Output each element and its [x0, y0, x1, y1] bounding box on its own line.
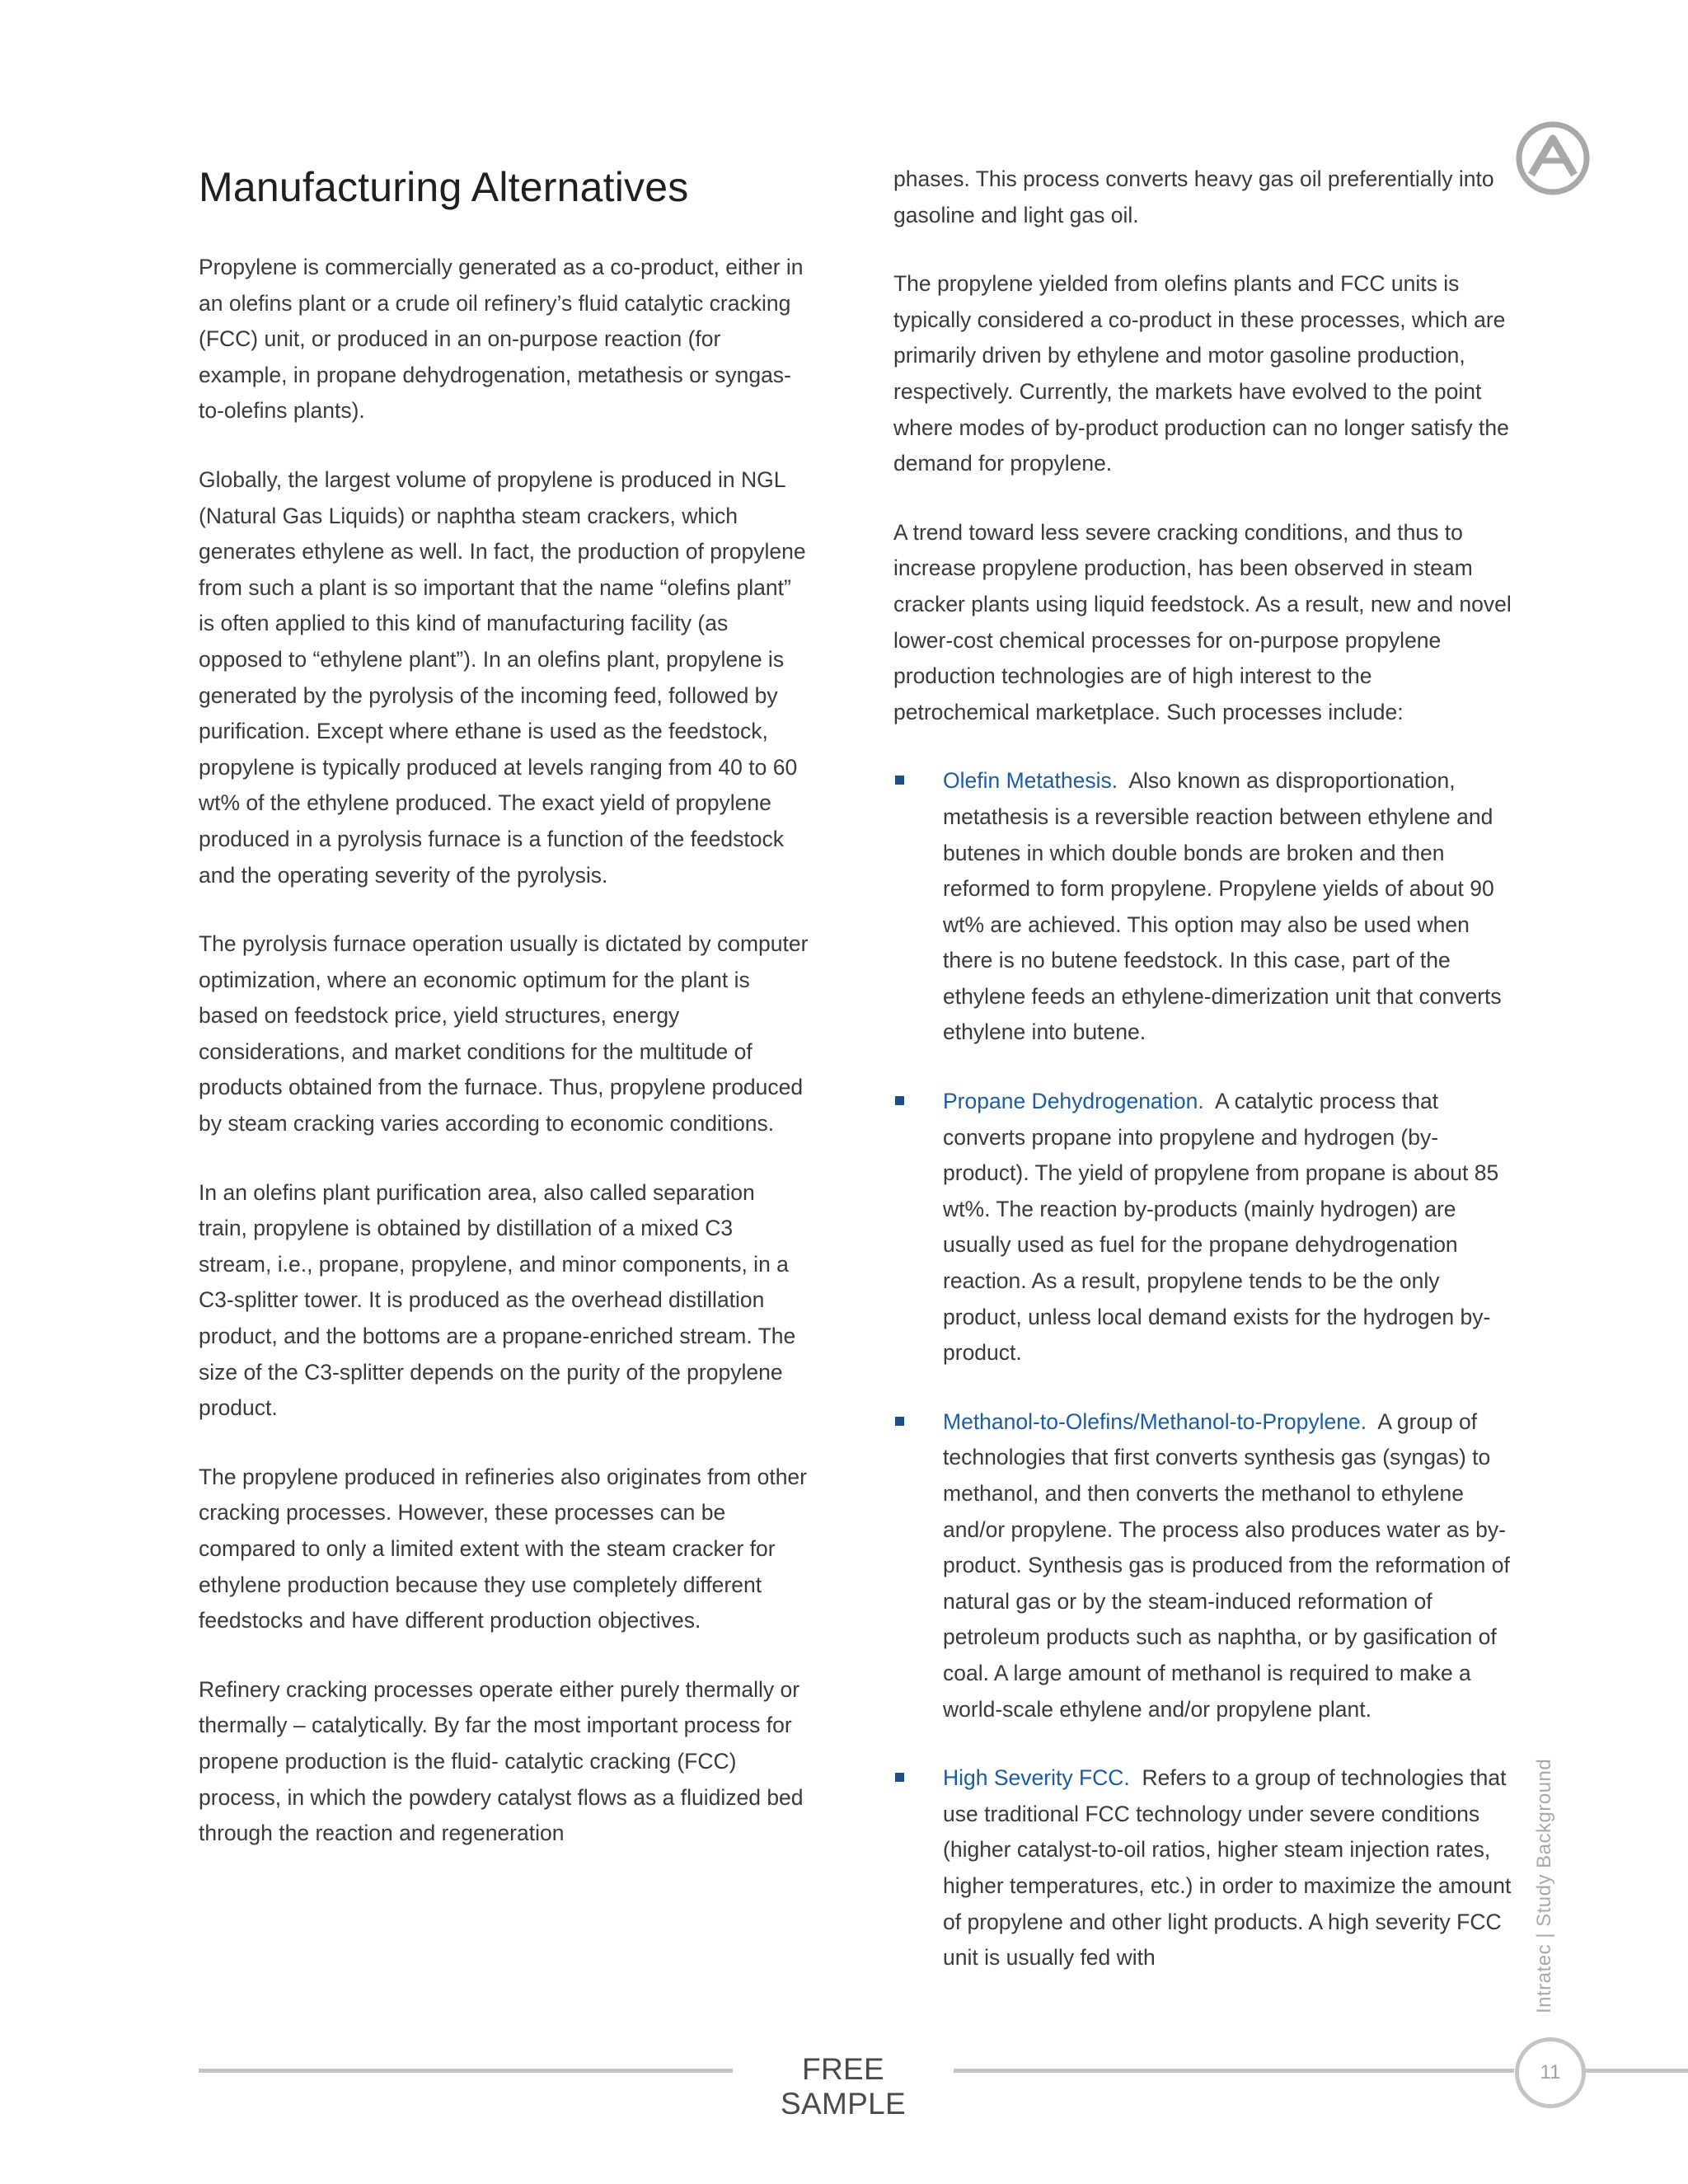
right-column: [893, 162, 1512, 2009]
footer-rule: [954, 2069, 1514, 2073]
left-column: [199, 250, 809, 1885]
body-paragraph: phases. This process converts heavy gas oil preferentially into gasoline and light gas oil.: [893, 166, 1494, 227]
intratec-logo-icon: [1515, 120, 1591, 196]
bullet-text: Refers to a group of technologies that use traditional FCC technology under severe conditions (higher catalyst-to-oil ratios, higher steam injection rates, higher temperatures, etc.) in order to maximize the amount of propylene and other light products. A high severity FCC unit is usually fed with: [943, 1765, 1512, 1971]
body-paragraph: The propylene yielded from olefins plants and FCC units is typically considered a co-product in these processes, which are primarily driven by ethylene and motor gasoline production, respectively. Currently, the markets have evolved to the point where modes of by-product production can no longer satisfy the demand for propylene.: [893, 271, 1509, 476]
bullet-title: Olefin Metathesis.: [943, 768, 1118, 794]
square-bullet-icon: [895, 1773, 904, 1782]
bullet-text: A group of technologies that first converts synthesis gas (syngas) to methanol, and then converts the methanol to ethylene and/or propylene. The process also produces water as by-product. Synthesis gas is produced from the reformation of natural gas or by the steam-induced reformation of petroleum products such as naphtha, or by gasification of coal. A large amount of methanol is required to make a world-scale ethylene and/or propylene plant.: [943, 1408, 1510, 1722]
bullet-title: High Severity FCC.: [943, 1765, 1130, 1791]
bullet-text: A catalytic process that converts propane into propylene and hydrogen (by-product). The yield of propylene from propane is about 85 wt%. The reaction by-products (mainly hydrogen) are usually used as fuel for the propane dehydrogenation reaction. As a result, propylene tends to be the only product, unless local demand exists for the hydrogen by-product.: [943, 1089, 1499, 1366]
square-bullet-icon: [895, 1096, 904, 1105]
body-paragraph: Propylene is commercially generated as a co-product, either in an olefins plant or a crude oil refinery’s fluid catalytic cracking (FCC) unit, or produced in an on-purpose reaction (for example, in propane dehydrogenation, metathesis or syngas-to-olefins plants).: [199, 255, 804, 424]
footer-rule: [1582, 2069, 1688, 2073]
body-paragraph: The pyrolysis furnace operation usually is dictated by computer optimization, where an economic optimum for the plant is based on feedstock price, yield structures, energy considerations, and market conditions for the multitude of products obtained from the furnace. Thus, propylene produced by steam cracking varies according to economic conditions.: [199, 931, 809, 1137]
footer-rule: [199, 2069, 733, 2073]
list-item: [893, 1760, 1512, 1976]
bullet-title: Propane Dehydrogenation.: [943, 1089, 1204, 1114]
body-paragraph: In an olefins plant purification area, also called separation train, propylene is obtained by distillation of a mixed C3 stream, i.e., propane, propylene, and minor components, in a C3-splitter tower. It is produced as the overhead distillation product, and the bottoms are a propane-enriched stream. The size of the C3-splitter depends on the purity of the propylene product.: [199, 1179, 796, 1421]
footer-label: FREE SAMPLE: [781, 2052, 906, 2121]
list-item: [893, 763, 1512, 1051]
process-list: [893, 763, 1512, 1975]
list-item: [893, 1084, 1512, 1371]
bullet-text: Also known as disproportionation, metathesis is a reversible reaction between ethylene and butenes in which double bonds are broken and then reformed to form propylene. Propylene yields of about 90 wt% are achieved. This option may also be used when there is no butene feedstock. In this case, part of the ethylene feeds an ethylene-dimerization unit that converts ethylene into butene.: [943, 768, 1502, 1045]
square-bullet-icon: [895, 1417, 904, 1426]
body-paragraph: Globally, the largest volume of propylene is produced in NGL (Natural Gas Liquids) or naphtha steam crackers, which generates ethylene as well. In fact, the production of propylene from such a plant is so important that the name “olefins plant” is often applied to this kind of manufacturing facility (as opposed to “ethylene plant”). In an olefins plant, propylene is generated by the pyrolysis of the incoming feed, followed by purification. Except where ethane is used as the feedstock, propylene is typically produced at levels ranging from 40 to 60 wt% of the ethylene produced. The exact yield of propylene produced in a pyrolysis furnace is a function of the feedstock and the operating severity of the pyrolysis.: [199, 466, 806, 888]
body-paragraph: Refinery cracking processes operate either purely thermally or thermally – catalytically. By far the most important process for propene production is the fluid- catalytic cracking (FCC) process, in which the powdery catalyst flows as a fluidized bed through the reaction and regeneration: [199, 1676, 804, 1846]
body-paragraph: A trend toward less severe cracking conditions, and thus to increase propylene production, has been observed in steam cracker plants using liquid feedstock. As a result, new and novel lower-cost chemical processes for on-purpose propylene production technologies are of high interest to the petrochemical marketplace. Such processes include:: [893, 519, 1512, 724]
bullet-title: Methanol-to-Olefins/Methanol-to-Propylene.: [943, 1408, 1367, 1434]
page-number: 11: [1515, 2037, 1586, 2108]
list-item: [893, 1404, 1512, 1727]
side-caption: Intratec | Study Background: [1533, 1758, 1555, 2013]
page-title: Manufacturing Alternatives: [199, 164, 689, 210]
body-paragraph: The propylene produced in refineries also originates from other cracking processes. However, these processes can be compared to only a limited extent with the steam cracker for ethylene production because they use completely different feedstocks and have different production objectives.: [199, 1464, 807, 1633]
square-bullet-icon: [895, 776, 904, 785]
